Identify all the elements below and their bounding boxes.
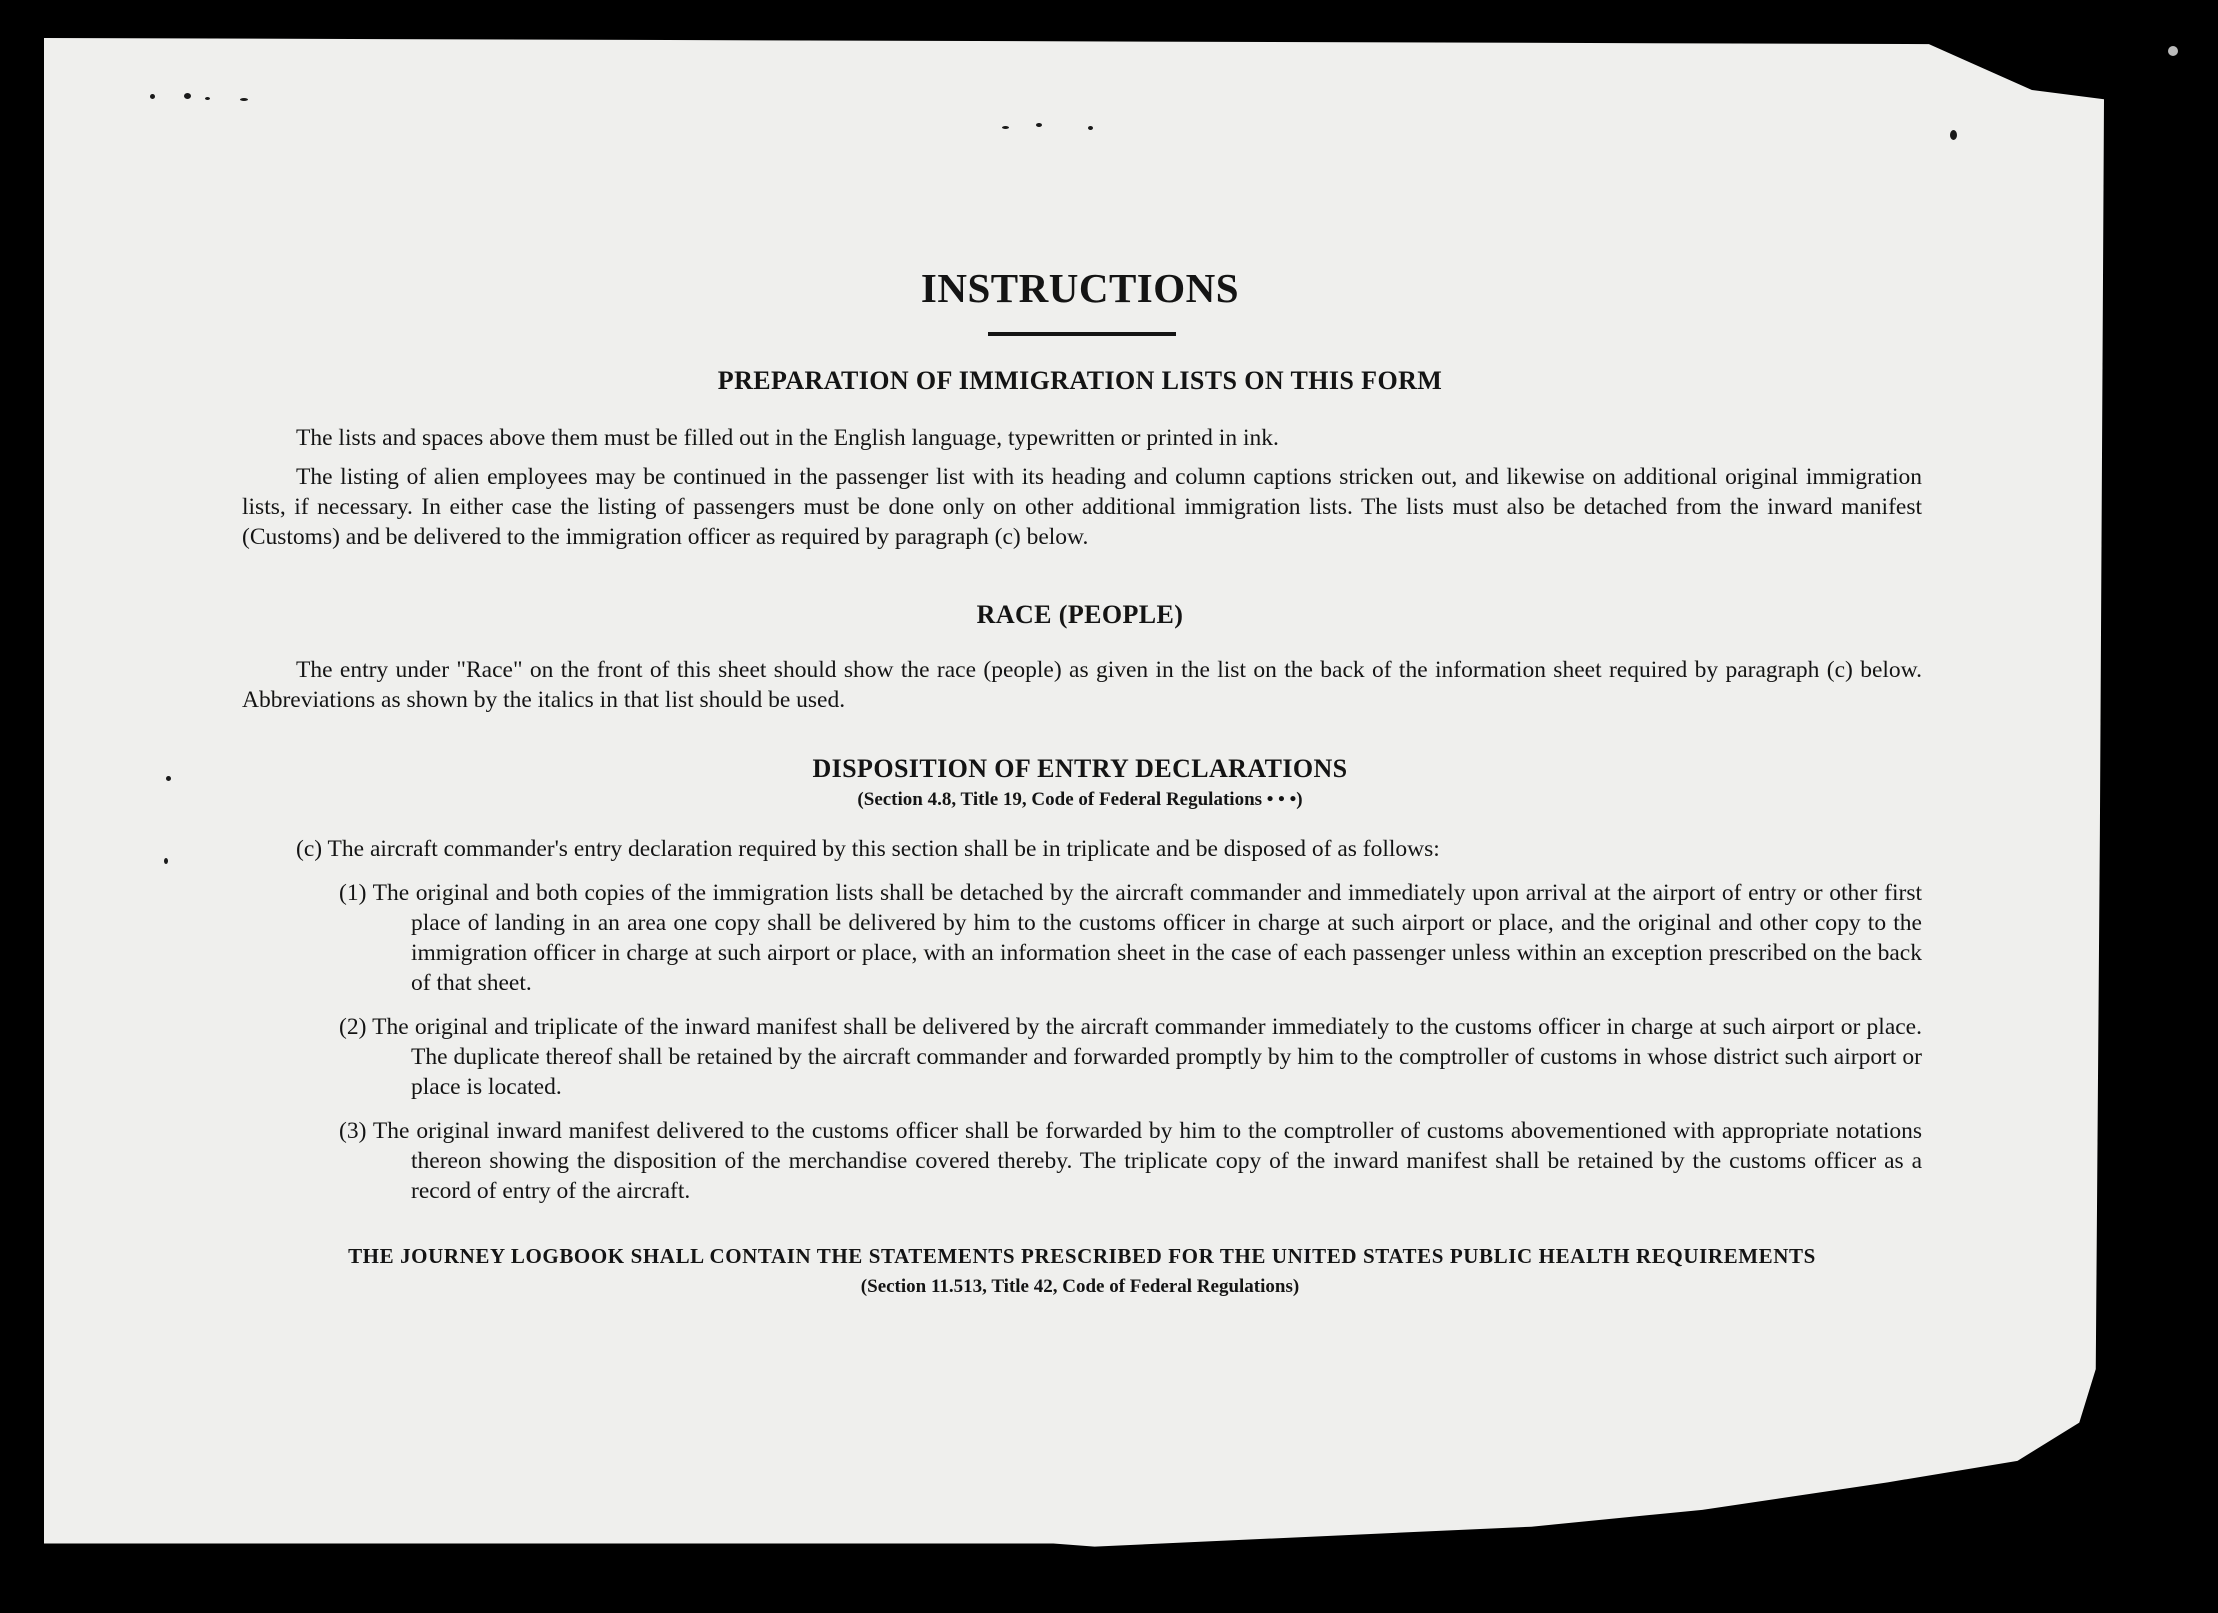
list-item-text: (3) The original inward manifest delivered to the customs officer shall be forwarded by him to the comptroller of customs abovementioned with appropriate notations thereon showing the disposition of the merchandise covered thereby. The triplicate copy of the inward manifest shall be retained by the customs officer as a record of entry of the aircraft.: [339, 1118, 1922, 1204]
scan-speck: [1950, 130, 1957, 140]
paragraph-entry-declaration-intro: (c) The aircraft commander's entry declaration required by this section shall be in triplicate and be disposed of as follows:: [296, 836, 1440, 862]
list-item: [339, 1012, 1922, 1102]
footer-health-requirements: THE JOURNEY LOGBOOK SHALL CONTAIN THE STATEMENTS PRESCRIBED FOR THE UNITED STATES PUBLIC HEALTH REQUIREMENTS: [348, 1244, 1816, 1268]
scan-speck: [1088, 126, 1093, 130]
page-title: INSTRUCTIONS: [920, 265, 1240, 311]
title-underline: [988, 332, 1176, 336]
scan-speck: [205, 97, 210, 100]
scan-speck: [1036, 123, 1042, 127]
list-item-text: (2) The original and triplicate of the inward manifest shall be delivered by the aircraft commander immediately to the customs officer in charge at such airport or place. The duplicate thereof shall be retained by the aircraft commander and forwarded promptly by him to the comptroller of customs in whose district such airport or place is located.: [339, 1014, 1922, 1100]
paragraph-race-entry: The entry under "Race" on the front of this sheet should show the race (people) as given in the list on the back of the information sheet required by paragraph (c) below. Abbreviations as shown by the italics in that list should be used.: [242, 657, 1922, 713]
scan-speck: [1002, 126, 1009, 129]
paragraph-language: The lists and spaces above them must be filled out in the English language, typewritten or printed in ink.: [296, 425, 1279, 451]
scan-speck: [2168, 46, 2178, 56]
section-citation: (Section 4.8, Title 19, Code of Federal Regulations • • •): [857, 789, 1303, 810]
scan-speck: [240, 98, 248, 101]
section-heading-preparation: PREPARATION OF IMMIGRATION LISTS ON THIS FORM: [717, 366, 1443, 395]
section-heading-race: RACE (PEOPLE): [976, 600, 1184, 629]
list-item: [339, 1116, 1922, 1206]
list-item-text: (1) The original and both copies of the immigration lists shall be detached by the aircraft commander and immediately upon arrival at the airport of entry or other first place of landing in an area one copy shall be delivered by him to the customs officer in charge at such airport or place, and the original and other copy to the immigration officer in charge at such airport or place, with an information sheet in the case of each passenger unless within an exception prescribed on the back of that sheet.: [339, 880, 1922, 996]
footer-citation: (Section 11.513, Title 42, Code of Federal Regulations): [860, 1276, 1300, 1297]
scan-speck: [184, 93, 191, 99]
scan-speck: [150, 94, 155, 99]
paragraph-alien-employees: The listing of alien employees may be continued in the passenger list with its heading and column captions stricken out, and likewise on additional original immigration lists, if necessary. In either case the listing of passengers must be done only on other additional immigration lists. The lists must also be detached from the inward manifest (Customs) and be delivered to the immigration officer as required by paragraph (c) below.: [242, 464, 1922, 550]
list-item: [339, 878, 1922, 998]
section-heading-disposition: DISPOSITION OF ENTRY DECLARATIONS: [812, 754, 1348, 783]
scan-speck: [164, 858, 168, 864]
